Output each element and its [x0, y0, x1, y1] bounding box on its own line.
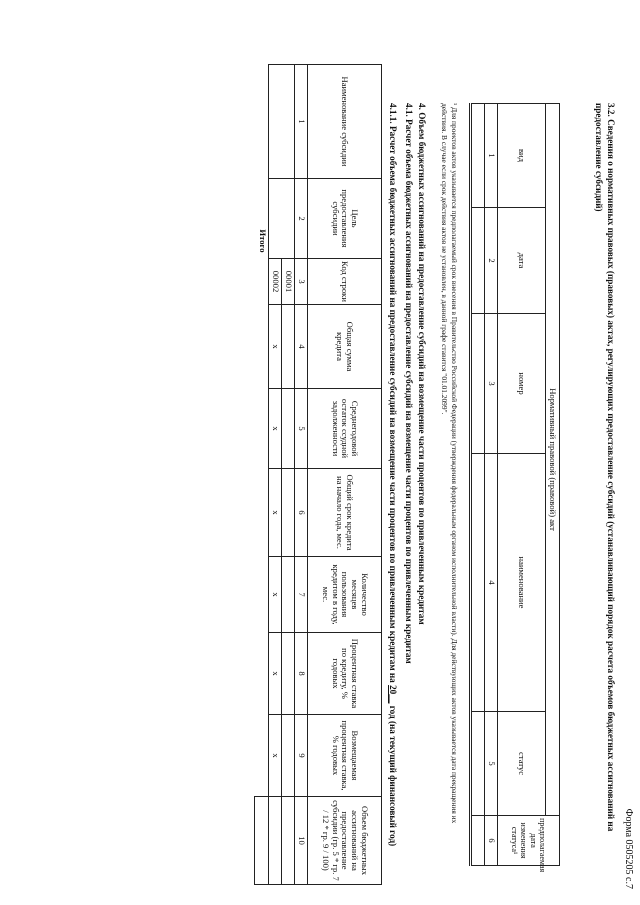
- table-cell: [282, 557, 295, 633]
- col-number: 5: [485, 712, 498, 816]
- acts-table-cell: [471, 208, 485, 314]
- section-4-heading: 4. Объем бюджетных ассигнований на предоставление субсидий на возмещение части процентов по привлеченным кредитам: [417, 103, 427, 625]
- table-cell: х: [269, 633, 282, 715]
- total-value-cell: [255, 797, 269, 885]
- footnote-line-2: действия. В случае если срок действия актов не установлен, в данной графе ставится "01.01.2099".: [440, 103, 449, 415]
- col-header-budget-volume: Объем бюджетных ассигнований на предоставление субсидии (гр. 5 * гр. 7 / 12 * гр. 9 / 100): [308, 797, 382, 885]
- col-header-number: номер: [498, 314, 546, 454]
- col-header-total-credit: Общая сумма кредита: [308, 305, 382, 389]
- col-number: 1: [485, 104, 498, 208]
- col-number: 6: [485, 816, 498, 866]
- total-label: Итого: [257, 229, 268, 253]
- table-cell: х: [269, 389, 282, 469]
- section-4-1-1-heading-suffix: год (на текущий финансовый год): [388, 705, 398, 847]
- col-header-name: наименование: [498, 454, 546, 712]
- col-number: 2: [485, 208, 498, 314]
- subsidy-purpose-cell: [269, 179, 295, 259]
- acts-table-cell: [471, 816, 485, 866]
- section-3-2-heading-cont: предоставление субсидий): [594, 103, 604, 212]
- table-cell: [282, 305, 295, 389]
- section-4-1-1-heading-prefix: 4.1.1. Расчет объема бюджетных ассигнований на предоставление субсидий на возмещение части процентов по привлеченным кредитам на: [388, 103, 398, 683]
- section-3-2-heading: 3.2. Сведения о нормативных правовых (правовых) актах, регулирующих предоставление субсидий (устанавливающий порядок расчета объемов бюджетных ассигнований на: [606, 103, 616, 832]
- table-cell: [282, 633, 295, 715]
- col-header-months-used: Количество месяцев пользования кредитом в году, мес.: [308, 557, 382, 633]
- table-cell: [282, 389, 295, 469]
- section-4-1-1-heading: [387, 103, 398, 846]
- col-number: 9: [295, 715, 308, 797]
- acts-table-cell: [471, 454, 485, 712]
- col-number: 7: [295, 557, 308, 633]
- subsidy-name-cell: [269, 65, 295, 179]
- acts-table: [469, 103, 560, 873]
- col-header-type: вид: [498, 104, 546, 208]
- col-number: 10: [295, 797, 308, 885]
- table-cell: х: [269, 305, 282, 389]
- acts-table-header: Нормативный правовой (правовой) акт: [546, 104, 560, 816]
- table-cell: х: [269, 469, 282, 557]
- col-header-reimbursed-rate: Возмещаемая процентная ставка, % годовых: [308, 715, 382, 797]
- col-number: 8: [295, 633, 308, 715]
- table-cell: [282, 797, 295, 885]
- col-header-change-date: предполагаемая дата изменения статуса¹: [498, 816, 560, 866]
- total-code-cell: [255, 259, 269, 305]
- row-code: 00001: [282, 259, 295, 305]
- total-spacer: [255, 305, 269, 797]
- col-header-credit-term: Общий срок кредита на начало года, мес.: [308, 469, 382, 557]
- col-number: 5: [295, 389, 308, 469]
- col-number: 2: [295, 179, 308, 259]
- col-number: 4: [295, 305, 308, 389]
- col-header-avg-balance: Среднегодовой остаток ссудной задолженности: [308, 389, 382, 469]
- section-4-1-heading: 4.1. Расчет объема бюджетных ассигнований на предоставление субсидий на возмещение части процентов по привлеченным кредитам: [404, 103, 414, 664]
- credit-subsidy-table: [254, 64, 382, 885]
- acts-table-cell: [471, 712, 485, 816]
- col-number: 3: [485, 314, 498, 454]
- col-header-subsidy-purpose: Цель предоставления субсидии: [308, 179, 382, 259]
- col-header-date: дата: [498, 208, 546, 314]
- table-cell: х: [269, 557, 282, 633]
- acts-table-cell: [471, 314, 485, 454]
- col-number: 1: [295, 65, 308, 179]
- table-cell: [282, 715, 295, 797]
- col-number: 6: [295, 469, 308, 557]
- col-header-interest-rate: Процентная ставка по кредиту, % годовых: [308, 633, 382, 715]
- col-header-subsidy-name: Наименование субсидии: [308, 65, 382, 179]
- acts-table-cell: [471, 104, 485, 208]
- table-cell: [269, 797, 282, 885]
- col-number: 4: [485, 454, 498, 712]
- form-number: Форма 0505205 с.7: [623, 808, 634, 889]
- col-number: 3: [295, 259, 308, 305]
- table-cell: х: [269, 715, 282, 797]
- year-field: 20__: [388, 685, 398, 704]
- footnote-line-1: ¹ Для проектов актов указывается предполагаемый срок внесения в Правительство Российской Федерации (утверждения федеральным органом исполнительной власти). Для действующих актов указывается дата прекращения их: [450, 103, 459, 824]
- row-code: 00002: [269, 259, 282, 305]
- table-cell: [282, 469, 295, 557]
- col-header-row-code: Код строки: [308, 259, 382, 305]
- col-header-status: статус: [498, 712, 546, 816]
